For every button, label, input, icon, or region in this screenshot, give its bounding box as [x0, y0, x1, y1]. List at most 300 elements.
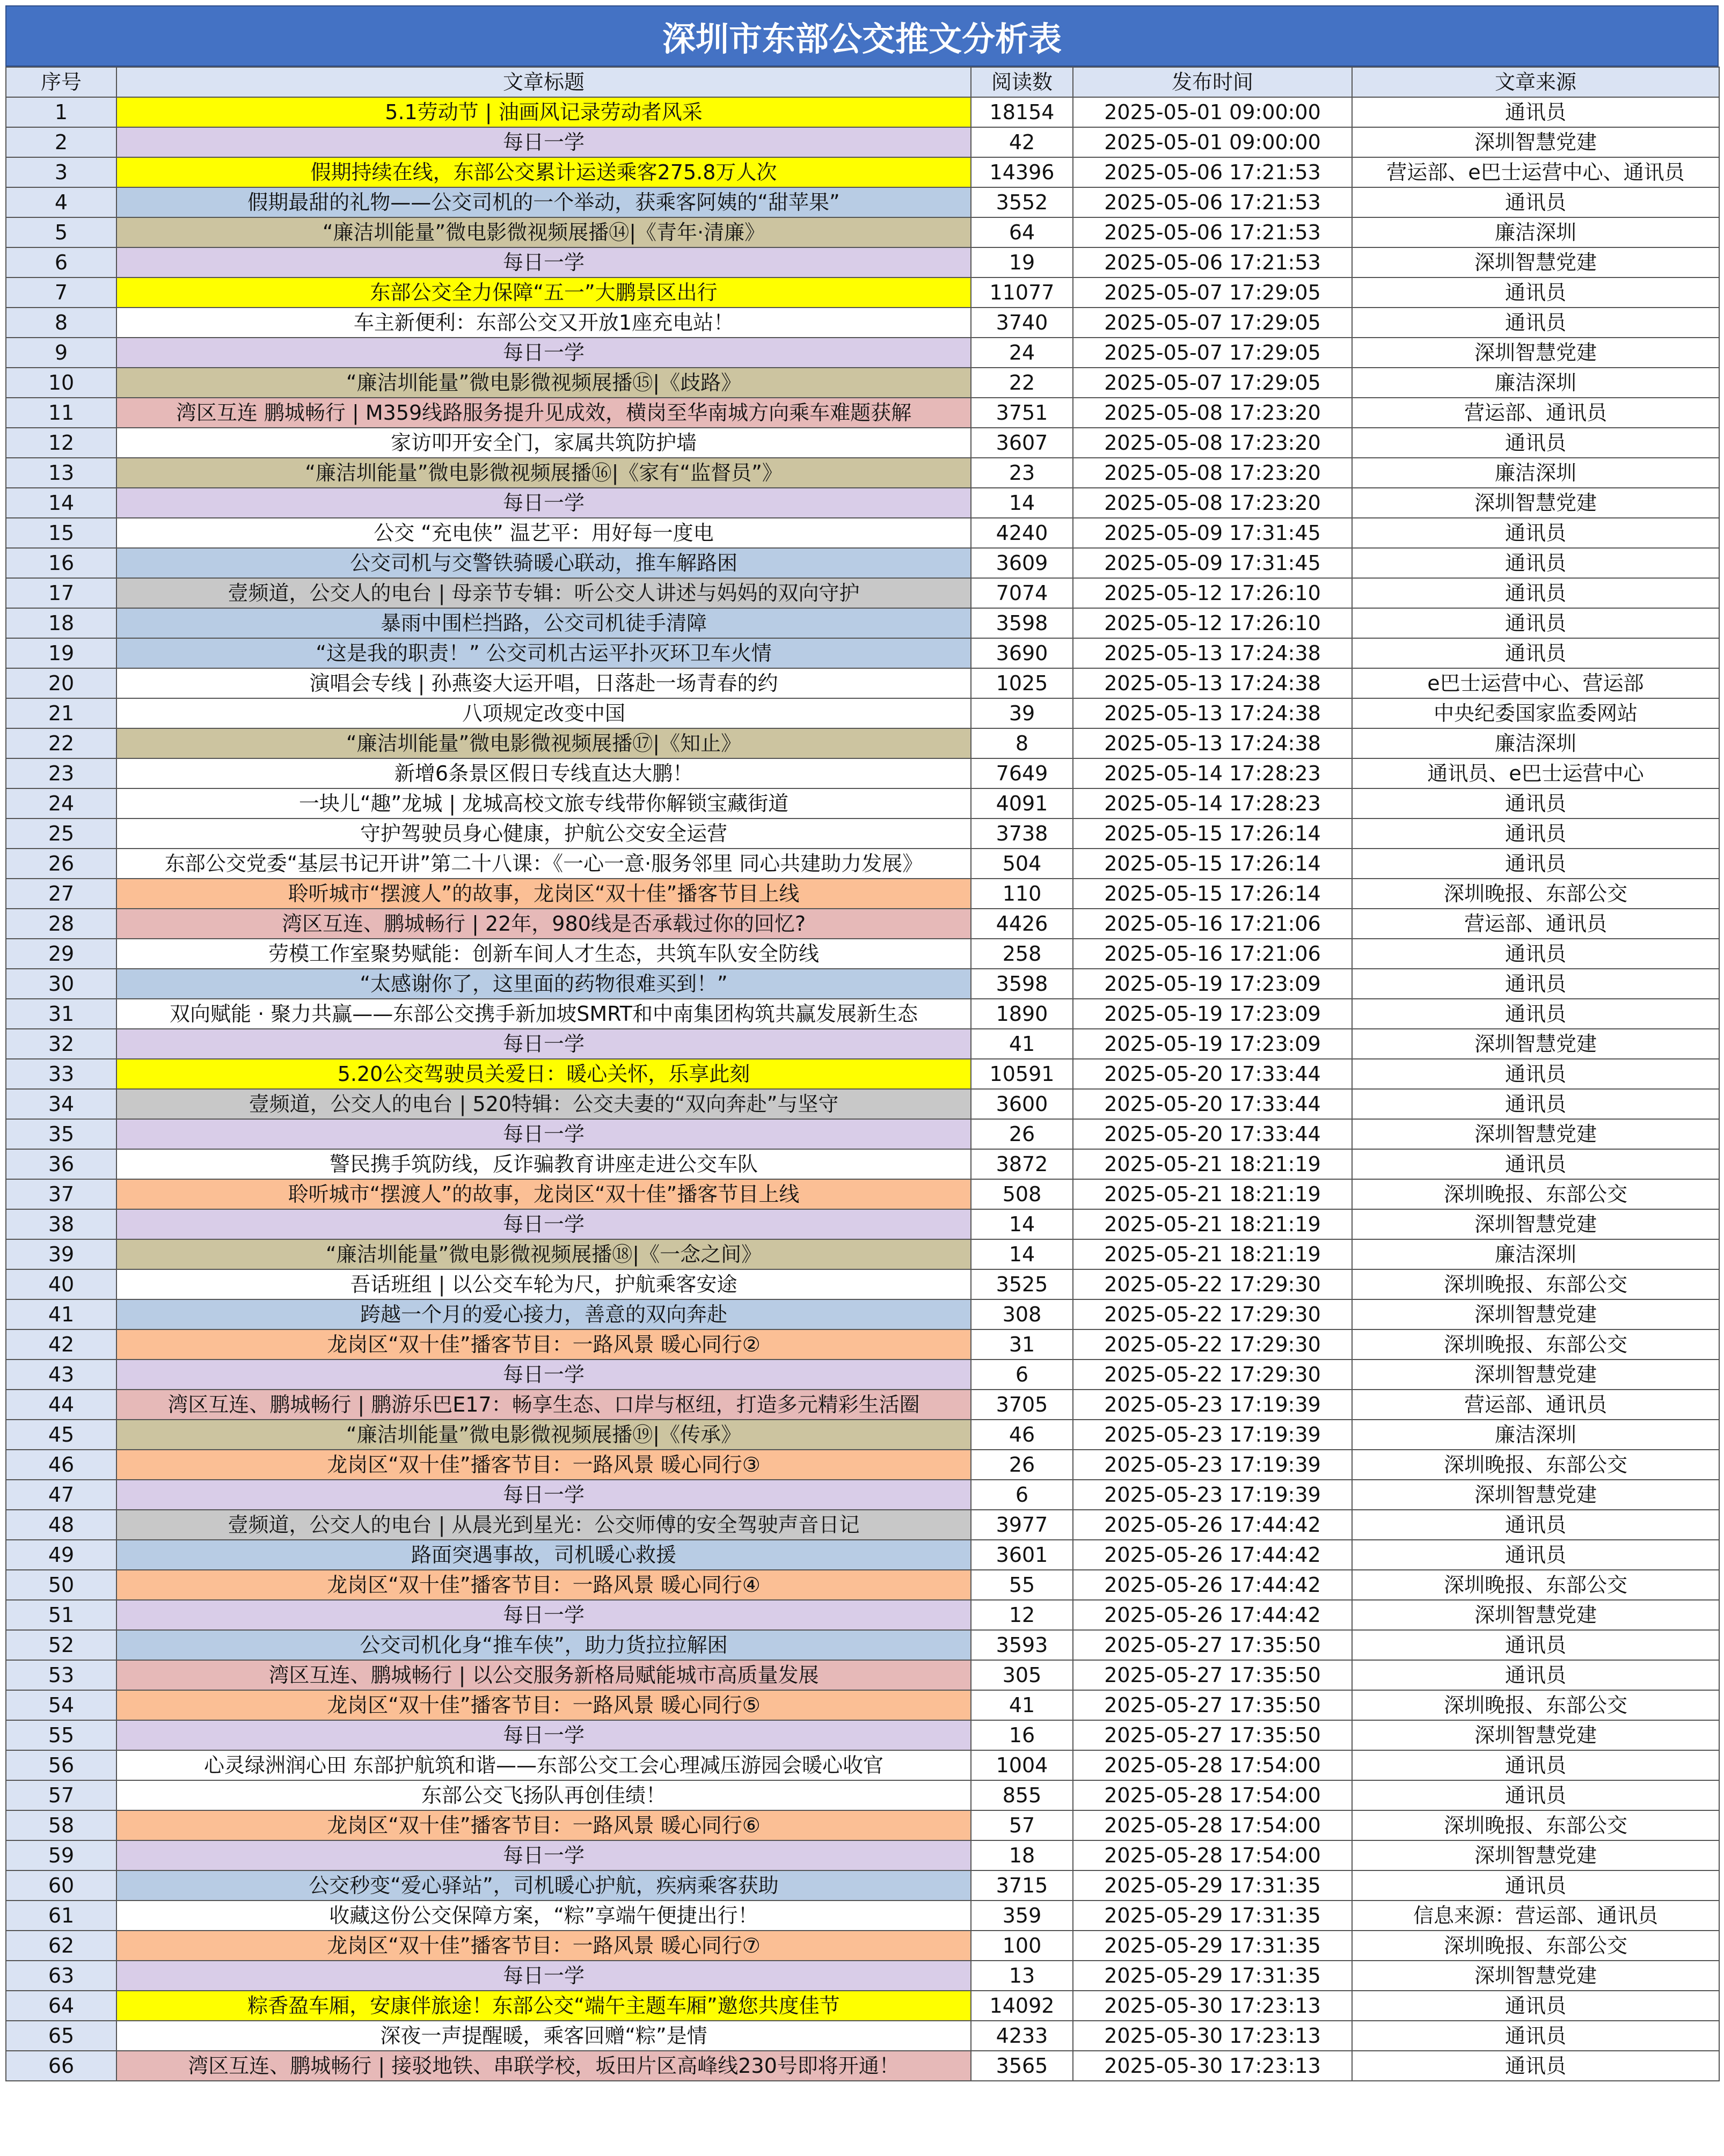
- cell-title: 湾区互连、鹏城畅行 | 接驳地铁、串联学校，坂田片区高峰线230号即将开通！: [116, 2051, 971, 2081]
- cell-reads: 3977: [971, 1510, 1073, 1540]
- cell-title: 龙岗区“双十佳”播客节目：一路风景 暖心同行②: [116, 1329, 971, 1360]
- cell-title: 每日一学: [116, 1480, 971, 1510]
- cell-reads: 7074: [971, 578, 1073, 608]
- cell-serial: 35: [6, 1119, 116, 1149]
- table-row: [6, 97, 1719, 127]
- table-row: [6, 849, 1719, 879]
- cell-serial: 62: [6, 1931, 116, 1961]
- cell-serial: 26: [6, 849, 116, 879]
- cell-source: 深圳晚报、东部公交: [1352, 1269, 1719, 1299]
- cell-source: 通讯员: [1352, 999, 1719, 1029]
- cell-serial: 58: [6, 1810, 116, 1840]
- cell-reads: 14396: [971, 157, 1073, 187]
- cell-title: “廉洁圳能量”微电影微视频展播⑭|《青年·清廉》: [116, 217, 971, 247]
- cell-source: 通讯员: [1352, 97, 1719, 127]
- cell-serial: 19: [6, 638, 116, 668]
- cell-reads: 3600: [971, 1089, 1073, 1119]
- cell-title: 每日一学: [116, 1720, 971, 1750]
- cell-serial: 33: [6, 1059, 116, 1089]
- cell-reads: 22: [971, 368, 1073, 398]
- cell-serial: 1: [6, 97, 116, 127]
- table-row: [6, 578, 1719, 608]
- cell-publish-time: 2025-05-30 17:23:13: [1073, 1991, 1352, 2021]
- cell-reads: 3601: [971, 1540, 1073, 1570]
- cell-source: 深圳智慧党建: [1352, 1961, 1719, 1991]
- header-publish-time: 发布时间: [1073, 67, 1352, 97]
- cell-publish-time: 2025-05-21 18:21:19: [1073, 1209, 1352, 1239]
- cell-publish-time: 2025-05-29 17:31:35: [1073, 1870, 1352, 1901]
- cell-source: 深圳晚报、东部公交: [1352, 879, 1719, 909]
- cell-publish-time: 2025-05-23 17:19:39: [1073, 1420, 1352, 1450]
- cell-title: 壹频道，公交人的电台 | 从晨光到星光：公交师傅的安全驾驶声音日记: [116, 1510, 971, 1540]
- table-row: [6, 1720, 1719, 1750]
- cell-title: 聆听城市“摆渡人”的故事，龙岗区“双十佳”播客节目上线: [116, 879, 971, 909]
- cell-publish-time: 2025-05-15 17:26:14: [1073, 818, 1352, 849]
- cell-reads: 57: [971, 1810, 1073, 1840]
- cell-source: 通讯员: [1352, 2051, 1719, 2081]
- cell-title: 收藏这份公交保障方案，“粽”享端午便捷出行！: [116, 1901, 971, 1931]
- cell-title: 警民携手筑防线，反诈骗教育讲座走进公交车队: [116, 1149, 971, 1179]
- cell-title: 每日一学: [116, 1209, 971, 1239]
- cell-title: 公交秒变“爱心驿站”，司机暖心护航，疾病乘客获助: [116, 1870, 971, 1901]
- article-table: [5, 67, 1720, 2081]
- cell-serial: 47: [6, 1480, 116, 1510]
- cell-source: 深圳晚报、东部公交: [1352, 1179, 1719, 1209]
- cell-source: 通讯员: [1352, 608, 1719, 638]
- table-row: [6, 127, 1719, 157]
- cell-publish-time: 2025-05-23 17:19:39: [1073, 1480, 1352, 1510]
- cell-source: 深圳智慧党建: [1352, 247, 1719, 277]
- cell-publish-time: 2025-05-15 17:26:14: [1073, 879, 1352, 909]
- cell-source: 深圳智慧党建: [1352, 1209, 1719, 1239]
- cell-publish-time: 2025-05-20 17:33:44: [1073, 1119, 1352, 1149]
- cell-serial: 43: [6, 1360, 116, 1390]
- table-row: [6, 698, 1719, 728]
- cell-serial: 16: [6, 548, 116, 578]
- cell-serial: 50: [6, 1570, 116, 1600]
- cell-serial: 5: [6, 217, 116, 247]
- cell-title: 跨越一个月的爱心接力，善意的双向奔赴: [116, 1299, 971, 1329]
- table-row: [6, 1209, 1719, 1239]
- table-row: [6, 1450, 1719, 1480]
- cell-publish-time: 2025-05-12 17:26:10: [1073, 578, 1352, 608]
- cell-reads: 41: [971, 1690, 1073, 1720]
- cell-source: 通讯员: [1352, 1059, 1719, 1089]
- cell-publish-time: 2025-05-22 17:29:30: [1073, 1269, 1352, 1299]
- cell-publish-time: 2025-05-06 17:21:53: [1073, 247, 1352, 277]
- cell-reads: 508: [971, 1179, 1073, 1209]
- cell-title: 假期最甜的礼物——公交司机的一个举动，获乘客阿姨的“甜苹果”: [116, 187, 971, 217]
- cell-reads: 3593: [971, 1630, 1073, 1660]
- cell-title: 粽香盈车厢，安康伴旅途！东部公交“端午主题车厢”邀您共度佳节: [116, 1991, 971, 2021]
- cell-reads: 3872: [971, 1149, 1073, 1179]
- table-row: [6, 1269, 1719, 1299]
- cell-publish-time: 2025-05-14 17:28:23: [1073, 758, 1352, 788]
- cell-source: 通讯员: [1352, 1991, 1719, 2021]
- cell-source: 深圳智慧党建: [1352, 1119, 1719, 1149]
- table-row: [6, 1059, 1719, 1089]
- spreadsheet: [5, 5, 1719, 2081]
- cell-publish-time: 2025-05-28 17:54:00: [1073, 1780, 1352, 1810]
- cell-title: 湾区互连、鹏城畅行 | 鹏游乐巴E17：畅享生态、口岸与枢纽，打造多元精彩生活圈: [116, 1390, 971, 1420]
- header-row: [6, 67, 1719, 97]
- cell-source: 廉洁深圳: [1352, 728, 1719, 758]
- cell-source: 通讯员: [1352, 1149, 1719, 1179]
- cell-publish-time: 2025-05-21 18:21:19: [1073, 1179, 1352, 1209]
- cell-title: 每日一学: [116, 1600, 971, 1630]
- cell-publish-time: 2025-05-13 17:24:38: [1073, 668, 1352, 698]
- cell-title: 家访叩开安全门，家属共筑防护墙: [116, 428, 971, 458]
- cell-serial: 31: [6, 999, 116, 1029]
- cell-source: 营运部、e巴士运营中心、通讯员: [1352, 157, 1719, 187]
- cell-reads: 3609: [971, 548, 1073, 578]
- cell-publish-time: 2025-05-23 17:19:39: [1073, 1390, 1352, 1420]
- cell-serial: 51: [6, 1600, 116, 1630]
- cell-source: 深圳智慧党建: [1352, 338, 1719, 368]
- cell-source: 廉洁深圳: [1352, 217, 1719, 247]
- cell-serial: 4: [6, 187, 116, 217]
- cell-publish-time: 2025-05-16 17:21:06: [1073, 909, 1352, 939]
- table-row: [6, 187, 1719, 217]
- cell-title: 龙岗区“双十佳”播客节目：一路风景 暖心同行⑦: [116, 1931, 971, 1961]
- cell-publish-time: 2025-05-26 17:44:42: [1073, 1570, 1352, 1600]
- table-row: [6, 1179, 1719, 1209]
- table-row: [6, 1119, 1719, 1149]
- cell-title: 心灵绿洲润心田 东部护航筑和谐——东部公交工会心理减压游园会暖心收官: [116, 1750, 971, 1780]
- table-row: [6, 398, 1719, 428]
- cell-source: 深圳智慧党建: [1352, 488, 1719, 518]
- cell-title: “廉洁圳能量”微电影微视频展播⑯|《家有“监督员”》: [116, 458, 971, 488]
- cell-reads: 13: [971, 1961, 1073, 1991]
- header-reads: 阅读数: [971, 67, 1073, 97]
- cell-reads: 26: [971, 1119, 1073, 1149]
- cell-reads: 14: [971, 1209, 1073, 1239]
- cell-publish-time: 2025-05-01 09:00:00: [1073, 127, 1352, 157]
- cell-title: 一块儿“趣”龙城 | 龙城高校文旅专线带你解锁宝藏街道: [116, 788, 971, 818]
- cell-serial: 20: [6, 668, 116, 698]
- cell-title: 八项规定改变中国: [116, 698, 971, 728]
- cell-publish-time: 2025-05-09 17:31:45: [1073, 548, 1352, 578]
- cell-serial: 32: [6, 1029, 116, 1059]
- header-title: 文章标题: [116, 67, 971, 97]
- cell-reads: 64: [971, 217, 1073, 247]
- cell-publish-time: 2025-05-09 17:31:45: [1073, 518, 1352, 548]
- cell-title: “廉洁圳能量”微电影微视频展播⑱|《一念之间》: [116, 1239, 971, 1269]
- table-row: [6, 788, 1719, 818]
- table-row: [6, 1630, 1719, 1660]
- cell-reads: 3525: [971, 1269, 1073, 1299]
- table-row: [6, 1540, 1719, 1570]
- cell-source: 中央纪委国家监委网站: [1352, 698, 1719, 728]
- table-row: [6, 428, 1719, 458]
- table-row: [6, 1390, 1719, 1420]
- table-row: [6, 368, 1719, 398]
- cell-source: 深圳晚报、东部公交: [1352, 1931, 1719, 1961]
- cell-source: 深圳智慧党建: [1352, 1029, 1719, 1059]
- cell-source: 通讯员: [1352, 1780, 1719, 1810]
- cell-source: 通讯员: [1352, 939, 1719, 969]
- cell-title: 每日一学: [116, 127, 971, 157]
- table-body: [6, 97, 1719, 2081]
- cell-reads: 6: [971, 1360, 1073, 1390]
- cell-title: 公交司机化身“推车侠”，助力货拉拉解困: [116, 1630, 971, 1660]
- cell-reads: 42: [971, 127, 1073, 157]
- cell-source: 通讯员: [1352, 1540, 1719, 1570]
- cell-serial: 57: [6, 1780, 116, 1810]
- cell-reads: 3751: [971, 398, 1073, 428]
- table-row: [6, 1931, 1719, 1961]
- cell-title: 每日一学: [116, 247, 971, 277]
- table-row: [6, 308, 1719, 338]
- cell-title: 龙岗区“双十佳”播客节目：一路风景 暖心同行④: [116, 1570, 971, 1600]
- cell-title: 湾区互连 鹏城畅行 | M359线路服务提升见成效，横岗至华南城方向乘车难题获解: [116, 398, 971, 428]
- cell-source: 廉洁深圳: [1352, 458, 1719, 488]
- cell-reads: 110: [971, 879, 1073, 909]
- cell-serial: 2: [6, 127, 116, 157]
- cell-publish-time: 2025-05-23 17:19:39: [1073, 1450, 1352, 1480]
- cell-publish-time: 2025-05-26 17:44:42: [1073, 1600, 1352, 1630]
- header-source: 文章来源: [1352, 67, 1719, 97]
- cell-title: 5.20公交驾驶员关爱日：暖心关怀，乐享此刻: [116, 1059, 971, 1089]
- table-row: [6, 758, 1719, 788]
- cell-reads: 41: [971, 1029, 1073, 1059]
- table-row: [6, 818, 1719, 849]
- cell-title: 吾话班组 | 以公交车轮为尺，护航乘客安途: [116, 1269, 971, 1299]
- cell-title: 5.1劳动节 | 油画风记录劳动者风采: [116, 97, 971, 127]
- cell-reads: 258: [971, 939, 1073, 969]
- cell-serial: 13: [6, 458, 116, 488]
- table-row: [6, 939, 1719, 969]
- cell-title: 东部公交全力保障“五一”大鹏景区出行: [116, 277, 971, 308]
- cell-title: 暴雨中围栏挡路，公交司机徒手清障: [116, 608, 971, 638]
- cell-source: e巴士运营中心、营运部: [1352, 668, 1719, 698]
- cell-reads: 3607: [971, 428, 1073, 458]
- cell-title: “太感谢你了，这里面的药物很难买到！”: [116, 969, 971, 999]
- cell-source: 深圳智慧党建: [1352, 1299, 1719, 1329]
- table-row: [6, 969, 1719, 999]
- cell-reads: 18: [971, 1840, 1073, 1870]
- cell-publish-time: 2025-05-21 18:21:19: [1073, 1149, 1352, 1179]
- cell-title: 每日一学: [116, 488, 971, 518]
- table-row: [6, 1299, 1719, 1329]
- cell-publish-time: 2025-05-19 17:23:09: [1073, 1029, 1352, 1059]
- cell-serial: 34: [6, 1089, 116, 1119]
- cell-reads: 39: [971, 698, 1073, 728]
- cell-title: 每日一学: [116, 1119, 971, 1149]
- table-row: [6, 1690, 1719, 1720]
- cell-publish-time: 2025-05-06 17:21:53: [1073, 187, 1352, 217]
- cell-source: 通讯员: [1352, 2021, 1719, 2051]
- cell-title: 每日一学: [116, 1360, 971, 1390]
- cell-publish-time: 2025-05-27 17:35:50: [1073, 1630, 1352, 1660]
- cell-reads: 4091: [971, 788, 1073, 818]
- cell-title: 双向赋能 · 聚力共赢——东部公交携手新加坡SMRT和中南集团构筑共赢发展新生态: [116, 999, 971, 1029]
- cell-source: 信息来源：营运部、通讯员: [1352, 1901, 1719, 1931]
- table-row: [6, 728, 1719, 758]
- cell-title: 车主新便利：东部公交又开放1座充电站！: [116, 308, 971, 338]
- cell-reads: 4233: [971, 2021, 1073, 2051]
- cell-publish-time: 2025-05-16 17:21:06: [1073, 939, 1352, 969]
- table-row: [6, 277, 1719, 308]
- cell-publish-time: 2025-05-28 17:54:00: [1073, 1750, 1352, 1780]
- sheet-title: 深圳市东部公交推文分析表: [5, 5, 1719, 67]
- cell-serial: 27: [6, 879, 116, 909]
- cell-publish-time: 2025-05-28 17:54:00: [1073, 1840, 1352, 1870]
- cell-title: 湾区互连、鹏城畅行 | 22年，980线是否承载过你的回忆?: [116, 909, 971, 939]
- cell-publish-time: 2025-05-22 17:29:30: [1073, 1299, 1352, 1329]
- cell-serial: 66: [6, 2051, 116, 2081]
- cell-reads: 855: [971, 1780, 1073, 1810]
- table-row: [6, 1810, 1719, 1840]
- cell-reads: 4426: [971, 909, 1073, 939]
- cell-publish-time: 2025-05-28 17:54:00: [1073, 1810, 1352, 1840]
- table-row: [6, 1660, 1719, 1690]
- cell-publish-time: 2025-05-27 17:35:50: [1073, 1720, 1352, 1750]
- cell-serial: 46: [6, 1450, 116, 1480]
- cell-publish-time: 2025-05-08 17:23:20: [1073, 458, 1352, 488]
- cell-source: 深圳晚报、东部公交: [1352, 1690, 1719, 1720]
- cell-publish-time: 2025-05-29 17:31:35: [1073, 1931, 1352, 1961]
- cell-title: “廉洁圳能量”微电影微视频展播⑰|《知止》: [116, 728, 971, 758]
- cell-publish-time: 2025-05-07 17:29:05: [1073, 338, 1352, 368]
- cell-title: 守护驾驶员身心健康，护航公交安全运营: [116, 818, 971, 849]
- cell-publish-time: 2025-05-07 17:29:05: [1073, 368, 1352, 398]
- cell-title: 壹频道，公交人的电台 | 520特辑：公交夫妻的“双向奔赴”与坚守: [116, 1089, 971, 1119]
- table-row: [6, 1870, 1719, 1901]
- cell-serial: 12: [6, 428, 116, 458]
- cell-publish-time: 2025-05-15 17:26:14: [1073, 849, 1352, 879]
- cell-reads: 308: [971, 1299, 1073, 1329]
- cell-source: 深圳智慧党建: [1352, 1720, 1719, 1750]
- cell-source: 通讯员: [1352, 1750, 1719, 1780]
- cell-reads: 24: [971, 338, 1073, 368]
- cell-source: 营运部、通讯员: [1352, 909, 1719, 939]
- cell-publish-time: 2025-05-08 17:23:20: [1073, 428, 1352, 458]
- cell-reads: 18154: [971, 97, 1073, 127]
- cell-serial: 49: [6, 1540, 116, 1570]
- cell-reads: 3740: [971, 308, 1073, 338]
- header-serial: 序号: [6, 67, 116, 97]
- cell-reads: 19: [971, 247, 1073, 277]
- cell-reads: 14: [971, 1239, 1073, 1269]
- cell-source: 通讯员: [1352, 578, 1719, 608]
- cell-source: 深圳智慧党建: [1352, 1360, 1719, 1390]
- cell-serial: 55: [6, 1720, 116, 1750]
- table-row: [6, 1840, 1719, 1870]
- cell-publish-time: 2025-05-19 17:23:09: [1073, 969, 1352, 999]
- cell-publish-time: 2025-05-12 17:26:10: [1073, 608, 1352, 638]
- cell-reads: 3552: [971, 187, 1073, 217]
- cell-publish-time: 2025-05-27 17:35:50: [1073, 1690, 1352, 1720]
- cell-publish-time: 2025-05-22 17:29:30: [1073, 1360, 1352, 1390]
- cell-source: 深圳晚报、东部公交: [1352, 1329, 1719, 1360]
- cell-title: 每日一学: [116, 1840, 971, 1870]
- cell-reads: 12: [971, 1600, 1073, 1630]
- table-row: [6, 608, 1719, 638]
- cell-title: 东部公交党委“基层书记开讲”第二十八课：《一心一意·服务邻里 同心共建助力发展》: [116, 849, 971, 879]
- cell-reads: 3598: [971, 608, 1073, 638]
- cell-serial: 64: [6, 1991, 116, 2021]
- cell-source: 深圳智慧党建: [1352, 127, 1719, 157]
- cell-serial: 61: [6, 1901, 116, 1931]
- table-row: [6, 909, 1719, 939]
- cell-serial: 24: [6, 788, 116, 818]
- cell-serial: 17: [6, 578, 116, 608]
- cell-serial: 14: [6, 488, 116, 518]
- cell-source: 深圳晚报、东部公交: [1352, 1810, 1719, 1840]
- cell-title: 深夜一声提醒暖，乘客回赠“粽”是情: [116, 2021, 971, 2051]
- cell-reads: 1025: [971, 668, 1073, 698]
- cell-publish-time: 2025-05-08 17:23:20: [1073, 398, 1352, 428]
- cell-title: 湾区互连、鹏城畅行 | 以公交服务新格局赋能城市高质量发展: [116, 1660, 971, 1690]
- cell-source: 通讯员: [1352, 1089, 1719, 1119]
- table-row: [6, 1239, 1719, 1269]
- cell-serial: 40: [6, 1269, 116, 1299]
- cell-serial: 6: [6, 247, 116, 277]
- table-row: [6, 458, 1719, 488]
- table-row: [6, 2021, 1719, 2051]
- table-row: [6, 518, 1719, 548]
- cell-reads: 14: [971, 488, 1073, 518]
- cell-title: 东部公交飞扬队再创佳绩！: [116, 1780, 971, 1810]
- cell-serial: 60: [6, 1870, 116, 1901]
- cell-reads: 4240: [971, 518, 1073, 548]
- table-row: [6, 879, 1719, 909]
- cell-serial: 3: [6, 157, 116, 187]
- cell-serial: 42: [6, 1329, 116, 1360]
- cell-serial: 9: [6, 338, 116, 368]
- cell-source: 廉洁深圳: [1352, 1420, 1719, 1450]
- cell-title: 路面突遇事故，司机暖心救援: [116, 1540, 971, 1570]
- cell-publish-time: 2025-05-21 18:21:19: [1073, 1239, 1352, 1269]
- table-row: [6, 548, 1719, 578]
- cell-publish-time: 2025-05-20 17:33:44: [1073, 1089, 1352, 1119]
- cell-reads: 6: [971, 1480, 1073, 1510]
- table-row: [6, 1329, 1719, 1360]
- cell-serial: 22: [6, 728, 116, 758]
- cell-reads: 7649: [971, 758, 1073, 788]
- cell-title: 聆听城市“摆渡人”的故事，龙岗区“双十佳”播客节目上线: [116, 1179, 971, 1209]
- cell-publish-time: 2025-05-20 17:33:44: [1073, 1059, 1352, 1089]
- cell-title: “廉洁圳能量”微电影微视频展播⑮|《歧路》: [116, 368, 971, 398]
- cell-source: 营运部、通讯员: [1352, 1390, 1719, 1420]
- table-row: [6, 999, 1719, 1029]
- table-row: [6, 2051, 1719, 2081]
- cell-publish-time: 2025-05-29 17:31:35: [1073, 1901, 1352, 1931]
- table-row: [6, 1029, 1719, 1059]
- cell-serial: 65: [6, 2021, 116, 2051]
- cell-reads: 305: [971, 1660, 1073, 1690]
- table-row: [6, 1600, 1719, 1630]
- cell-reads: 359: [971, 1901, 1073, 1931]
- cell-serial: 41: [6, 1299, 116, 1329]
- cell-source: 通讯员: [1352, 308, 1719, 338]
- cell-source: 深圳晚报、东部公交: [1352, 1570, 1719, 1600]
- cell-publish-time: 2025-05-27 17:35:50: [1073, 1660, 1352, 1690]
- cell-source: 通讯员: [1352, 1630, 1719, 1660]
- cell-serial: 37: [6, 1179, 116, 1209]
- cell-serial: 59: [6, 1840, 116, 1870]
- cell-title: 劳模工作室聚势赋能：创新车间人才生态，共筑车队安全防线: [116, 939, 971, 969]
- cell-publish-time: 2025-05-07 17:29:05: [1073, 277, 1352, 308]
- cell-source: 通讯员: [1352, 1660, 1719, 1690]
- cell-title: 每日一学: [116, 338, 971, 368]
- cell-publish-time: 2025-05-26 17:44:42: [1073, 1540, 1352, 1570]
- cell-publish-time: 2025-05-30 17:23:13: [1073, 2051, 1352, 2081]
- cell-serial: 30: [6, 969, 116, 999]
- cell-serial: 8: [6, 308, 116, 338]
- cell-source: 通讯员: [1352, 818, 1719, 849]
